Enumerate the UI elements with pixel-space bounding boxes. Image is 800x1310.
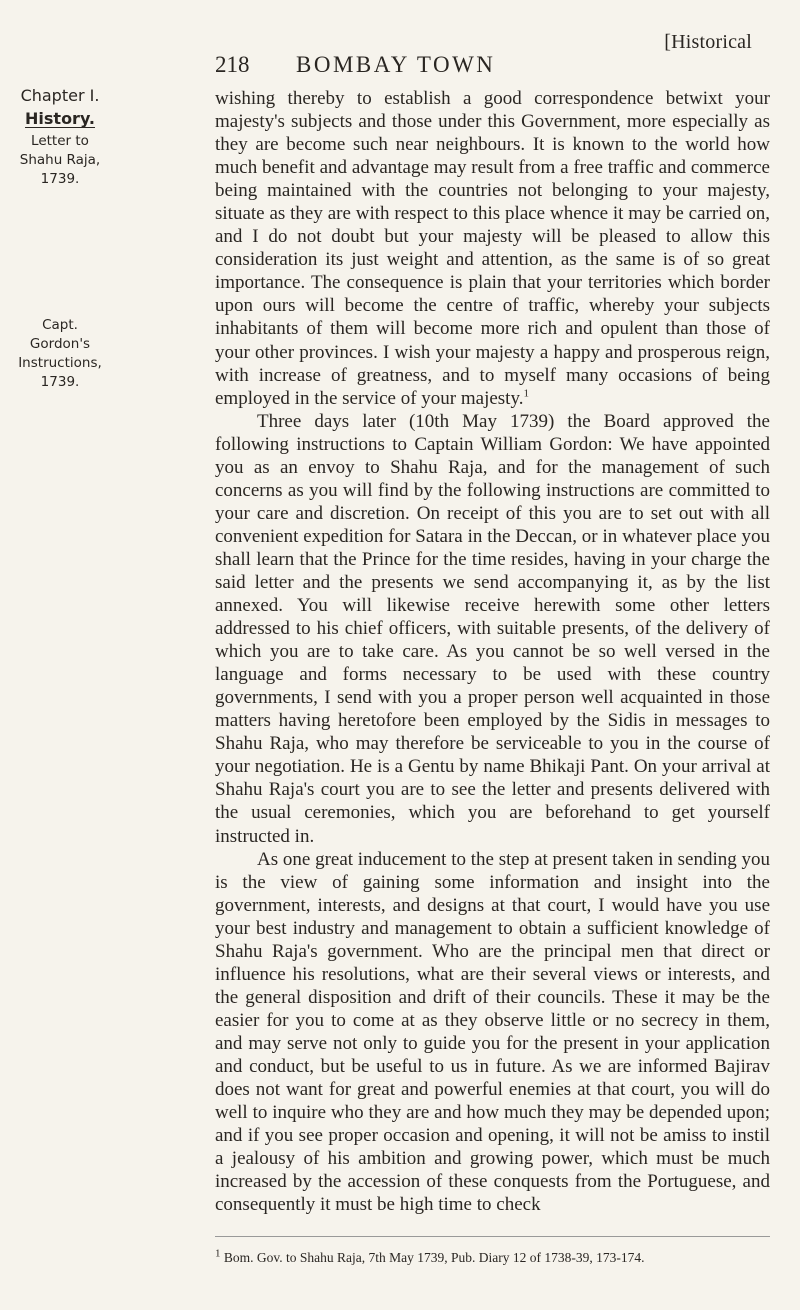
paragraph-text: As one great inducement to the step at present taken in sending you is the view of gaining some information and insight into the government, interests, and designs at that court, I would have you use your best industry and management to obtain a sufficient knowledge of Shahu Raja's government. Who are the principal men that direct or influence his resolutions, what are their several views or interests, and the general disposition and drift of their councils. These it may be the easier for you to come at as they observe little or no secrecy in them, and may serve not only to guide you for the present in your application and conduct, but be useful to us in future. As we are informed Bajirav does not want for great and powerful enemies at that court, you will do well to inquire who they are and how much they may be depended upon; and if you see proper occasion and opening, it will not be amiss to instil a jealousy of his ambition and growing power, which must be much increased by the accession of these conquests from the Portuguese, and consequently it must be high time to check: [215, 848, 770, 1216]
margin-note-letter-to-shahu: [16, 86, 104, 189]
paragraph-text: Three days later (10th May 1739) the Board approved the following instructions to Captain William Gordon: We have appointed you as an envoy to Shahu Raja, and for the management of such concerns as you will find by the following instructions are committed to your care and discretion. On receipt of this you are to set out with all convenient expedition for Satara in the Deccan, or in whatever place you shall learn that the Prince for the time resides, having in your charge the said letter and the presents we send accompanying it, as by the list annexed. You will likewise receive herewith some other letters addressed to his chief officers, with suitable presents, of the delivery of which you are to take care. As you cannot be so well versed in the language and forms necessary to be used with these country governments, I send with you a proper person well acquainted in those matters having heretofore been employed by the Sidis in messages to Shahu Raja, who may therefore be serviceable to you in the course of your negotiation. He is a Gentu by name Bhikaji Pant. On your arrival at Shahu Raja's court you are to see the letter and presents delivered with the usual ceremonies, which you are beforehand to get yourself instructed in.: [215, 410, 770, 847]
footnote-text: Bom. Gov. to Shahu Raja, 7th May 1739, Pub. Diary 12 of 1738-39, 173-174.: [223, 1250, 645, 1265]
running-title: BOMBAY TOWN: [296, 52, 496, 77]
footnote-divider: [215, 1236, 770, 1237]
paragraph: [215, 410, 770, 848]
page-number: 218: [215, 52, 250, 77]
margin-note-line: Instructions,: [18, 355, 102, 371]
paragraph: [215, 848, 770, 1217]
history-label: History.: [25, 109, 95, 128]
section-category: [Historical: [664, 31, 752, 53]
body-text: [215, 87, 770, 1216]
margin-note-line: 1739.: [40, 374, 80, 390]
margin-note-gordon-instructions: [16, 316, 104, 392]
paragraph-text: wishing thereby to establish a good correspondence betwixt your majesty's subjects and those under this Government, more especially as they are become such near neighbours. It is known to the world how much benefit and advantage may result from a free traffic and commerce being maintained with the countries not belonging to your majesty, situate as they are with respect to this place whence it may be carried on, and I do not doubt but your majesty will be pleased to allow this consideration its just weight and attention, as the same is of so great importance. The consequence is plain that your territories which border upon ours will become the centre of traffic, whereby your subjects inhabitants of them will become more rich and opulent than those of your other provinces. I wish your majesty a happy and prosperous reign, with increase of greatness, and to myself many occasions of being employed in the service of your majesty.: [215, 88, 770, 409]
margin-note-line: 1739.: [40, 171, 80, 187]
footnote-reference[interactable]: 1: [523, 387, 529, 400]
margin-note-line: Letter to: [31, 133, 89, 149]
footnote-marker: 1: [215, 1247, 221, 1260]
paragraph: [215, 87, 770, 410]
chapter-label: Chapter I.: [20, 86, 100, 105]
margin-note-line: Shahu Raja,: [19, 152, 101, 168]
margin-note-line: Capt. Gordon's: [29, 317, 91, 352]
footnote: [215, 1249, 775, 1266]
